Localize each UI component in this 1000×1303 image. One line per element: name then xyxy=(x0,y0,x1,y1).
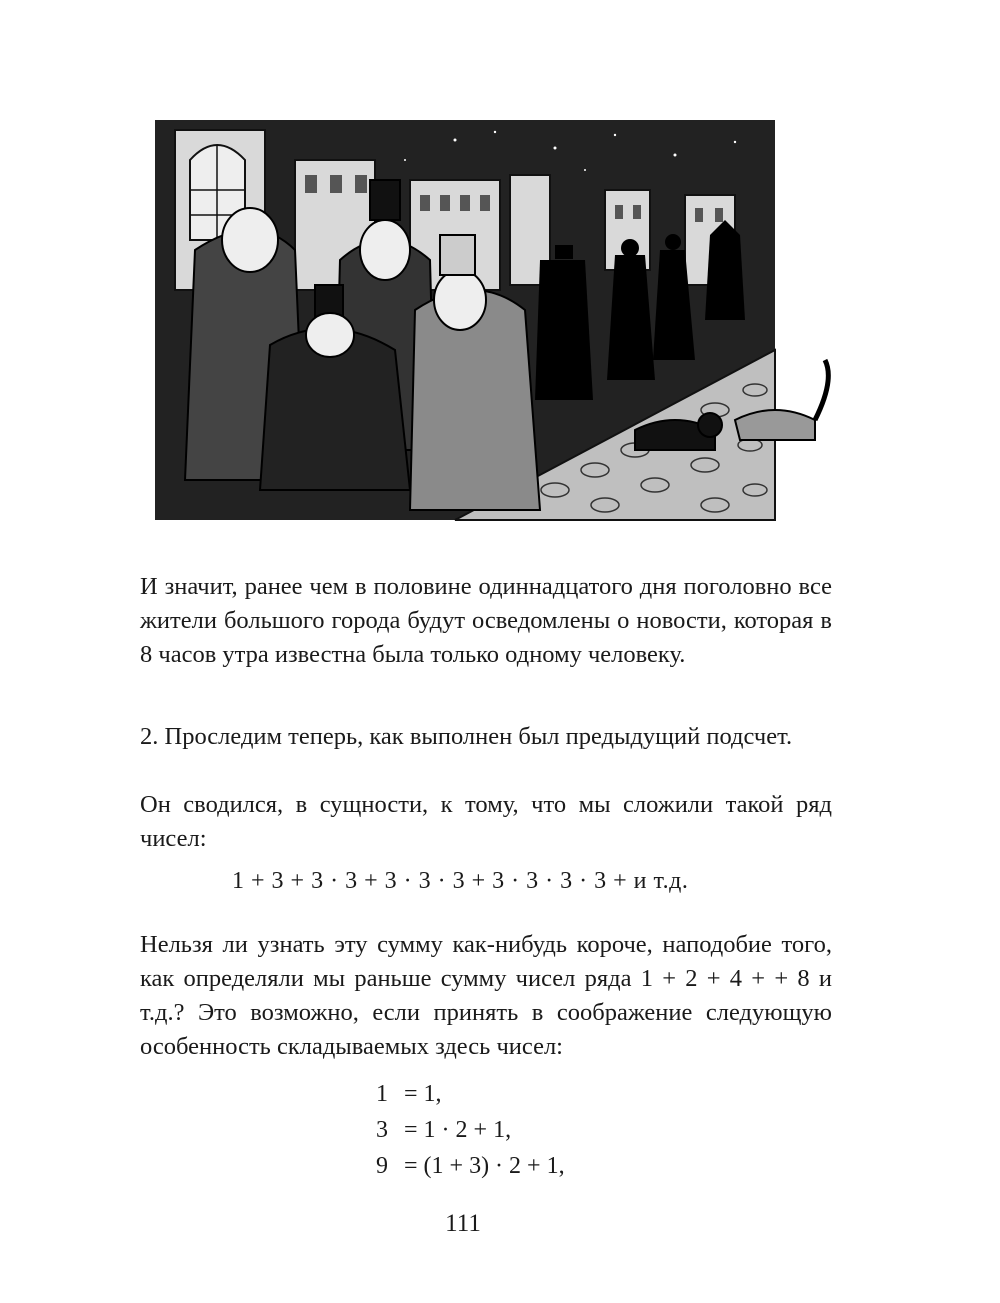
equation-row xyxy=(376,1148,565,1184)
equation-rhs: = (1 + 3) · 2 + 1, xyxy=(404,1153,565,1179)
paragraph-section-2 xyxy=(140,720,832,754)
paragraph-shortcut-question xyxy=(140,928,832,1064)
paragraph-text: Он сводился, в сущности, к тому, что мы сложили такой ряд чисел: xyxy=(140,791,832,852)
street-scene-illustration xyxy=(155,120,845,530)
paragraph-series-intro xyxy=(140,788,832,856)
equation-rhs: = 1 · 2 + 1, xyxy=(404,1117,512,1143)
paragraph-text: Нельзя ли узнать эту сумму как-нибудь короче, наподобие того, как определяли мы раньше сумму чисел ряда 1 + 2 + 4 + + 8 и т.д.? Это возможно, если принять в соображение следующую особенность складываемых здесь чисел: xyxy=(140,931,832,1060)
equation-lhs: 1 xyxy=(376,1081,388,1107)
equation-lhs: 9 xyxy=(376,1153,388,1179)
equation-lhs: 3 xyxy=(376,1117,388,1143)
paragraph-text: 2. Проследим теперь, как выполнен был предыдущий подсчет. xyxy=(140,723,793,750)
page-number: 111 xyxy=(445,1210,481,1237)
paragraph-text: И значит, ранее чем в половине одиннадцатого дня поголовно все жители большого города будут осведомлены о новости, которая в 8 часов утра известна была только одному человеку. xyxy=(140,573,832,668)
series-formula: 1 + 3 + 3 · 3 + 3 · 3 · 3 + 3 · 3 · 3 · 3 + и т.д. xyxy=(232,868,689,894)
equation-row xyxy=(376,1112,565,1148)
equation-row xyxy=(376,1076,565,1112)
equation-list xyxy=(376,1076,565,1184)
paragraph-conclusion xyxy=(140,570,832,672)
equation-rhs: = 1, xyxy=(404,1081,442,1107)
